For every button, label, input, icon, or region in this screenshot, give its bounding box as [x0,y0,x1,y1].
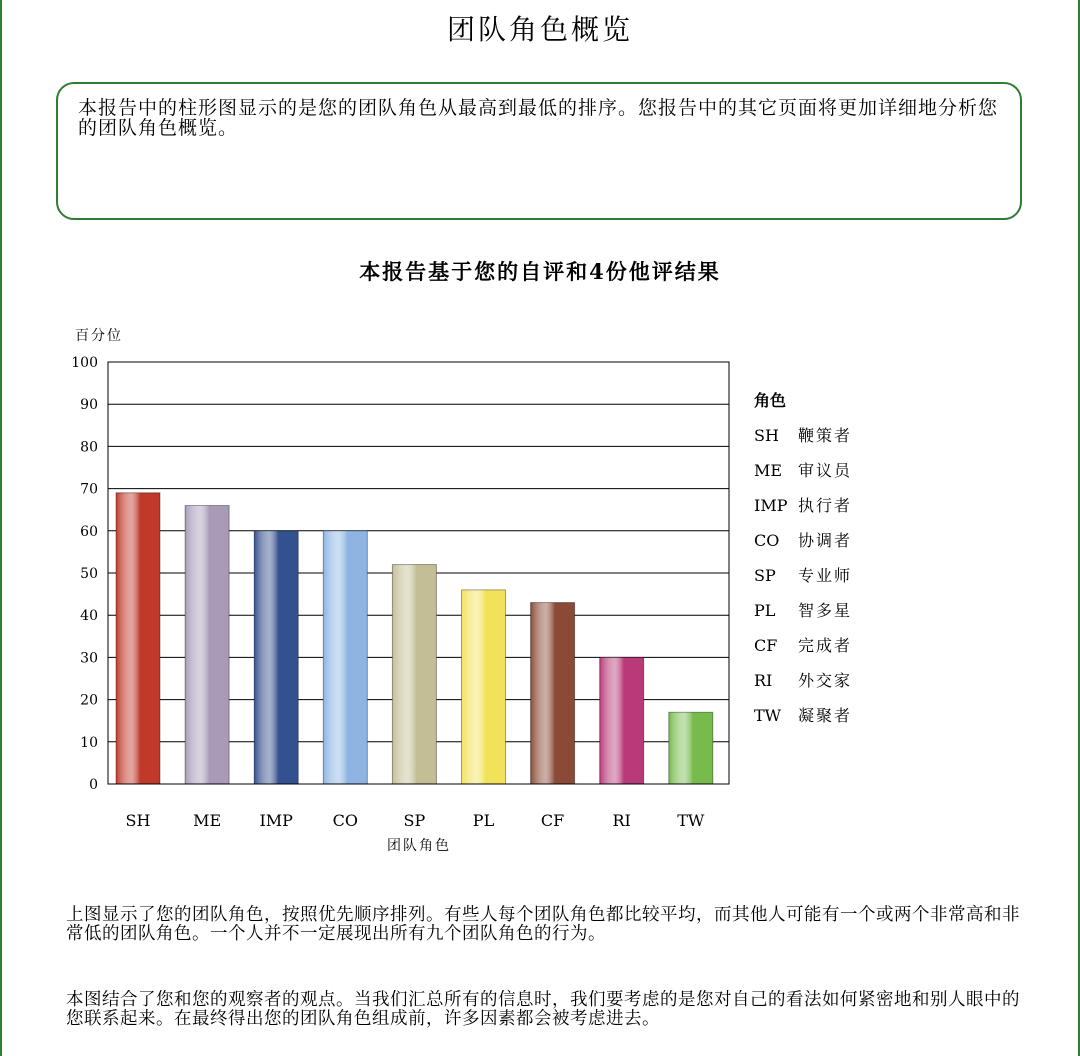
y-tick-label: 60 [80,523,98,540]
legend-code: RI [754,671,773,690]
chart-title: 本报告基于您的自评和4份他评结果 [359,259,721,284]
y-tick-label: 40 [80,608,98,625]
legend-code: ME [754,461,783,480]
bar-shading-cf [531,603,575,784]
y-tick-label: 70 [80,481,98,498]
bar-shading-me [185,505,229,784]
legend-item-co [754,528,852,548]
x-tick-label-imp: IMP [259,811,293,830]
y-tick-label: 100 [71,355,98,371]
intro-text: 本报告中的柱形图显示的是您的团队角色从最高到最低的排序。您报告中的其它页面将更加详细地分析您的团队角色概览。 [78,97,999,139]
legend-item-imp [754,493,852,513]
legend-role-name: 外交家 [798,671,853,690]
legend-role-name: 协调者 [798,531,853,550]
bar-shading-sp [392,565,436,784]
bar-shading-tw [669,712,713,784]
legend-item-tw [754,703,852,723]
explanation-paragraph-2: 本图结合了您和您的观察者的观点。当我们汇总所有的信息时，我们要考虑的是您对自己的看法如何紧密地和别人眼中的您联系起来。在最终得出您的团队角色组成前，许多因素都会被考虑进去。 [66,990,1020,1029]
x-tick-label-ri: RI [612,811,631,830]
legend-item-cf [754,633,852,653]
bars [116,493,713,784]
y-axis-label: 百分位 [75,328,123,344]
legend-item-pl [754,598,852,618]
legend-role-name: 智多星 [798,601,853,620]
legend-code: SH [754,426,779,445]
x-tick-label-sp: SP [403,811,426,830]
bar-shading-co [323,531,367,784]
legend-role-name: 执行者 [798,496,853,515]
legend-code: SP [754,566,776,585]
intro-box [56,82,1022,220]
y-tick-label: 0 [89,777,98,793]
y-tick-label: 80 [80,439,98,456]
legend-role-name: 完成者 [798,636,853,655]
y-tick-label: 30 [80,650,98,667]
legend-item-sh [754,423,852,443]
legend-code: CO [754,531,780,550]
legend-code: IMP [754,496,788,515]
bar-shading-imp [254,531,298,784]
x-tick-label-me: ME [193,811,222,830]
bar-chart [0,320,740,860]
x-tick-label-cf: CF [540,811,565,830]
legend-item-me [754,458,852,478]
y-tick-label: 50 [80,566,98,582]
legend-title: 角色 [754,391,787,410]
x-tick-label-pl: PL [472,811,495,830]
y-tick-label: 10 [80,734,98,751]
legend-role-name: 凝聚者 [798,706,853,725]
bar-shading-ri [600,657,644,784]
legend-role-name: 审议员 [798,461,853,480]
legend-code: PL [754,601,776,620]
bar-shading-pl [462,590,506,784]
legend-code: CF [754,636,778,655]
legend-item-sp [754,563,852,583]
y-tick-label: 20 [80,692,98,709]
legend-role-name: 专业师 [798,566,853,585]
legend-item-ri [754,668,852,688]
page-title: 团队角色概览 [446,13,633,46]
x-tick-label-sh: SH [125,811,151,830]
legend-role-name: 鞭策者 [798,426,853,445]
x-tick-label-co: CO [332,811,358,830]
x-axis-label: 团队角色 [387,838,451,854]
legend-code: TW [754,706,782,725]
explanation-paragraph-1: 上图显示了您的团队角色，按照优先顺序排列。有些人每个团队角色都比较平均，而其他人可能有一个或两个非常高和非常低的团队角色。一个人并不一定展现出所有九个团队角色的行为。 [66,905,1020,944]
bar-shading-sh [116,493,160,784]
y-tick-label: 90 [80,397,98,414]
x-tick-label-tw: TW [677,811,705,830]
